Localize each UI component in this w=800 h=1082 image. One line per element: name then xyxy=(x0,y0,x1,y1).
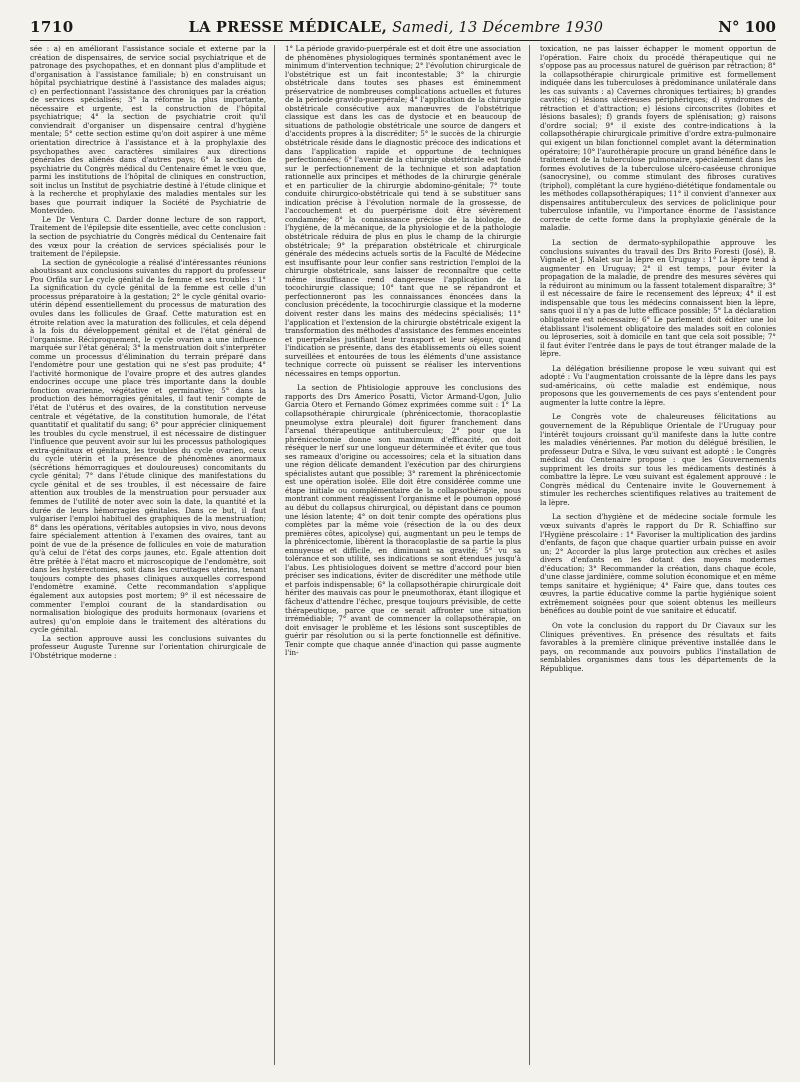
column-3 xyxy=(540,45,776,1065)
publication-title: LA PRESSE MÉDICALE, xyxy=(188,19,388,36)
issue-number: N° 100 xyxy=(718,18,776,36)
paragraph: La délégation brésilienne propose le vœu suivant qui est adopté : Vu l'augmentation croissante de la lèpre dans les pays sud-américains, où cette maladie est endémique, nous proposons que les gouvernements de ces pays s'entendent pour augmenter la lutte contre la lèpre. xyxy=(540,363,776,407)
page-number: 1710 xyxy=(30,18,74,36)
column-2 xyxy=(285,45,530,1065)
paragraph: Le Congrès vote de chaleureuses félicitations au gouvernement de la République Orientale de l'Uruguay pour l'intérêt toujours croissant qu'il manifeste dans la lutte contre les maladies vénériennes. Par motion du délégué brésilien, le professeur Dutra e Silva, le vœu suivant est adopté : le Congrès médical du Centenaire propose : que les Gouvernements suppriment les droits sur tous les médicaments destinés à combattre la lèpre. Le vœu suivant est également approuvé : le Congrès médical du Centenaire invite le Gouvernement à stimuler les recherches scientifiques relatives au traitement de la lèpre. xyxy=(540,412,776,507)
paragraph: toxication, ne pas laisser échapper le moment opportun de l'opération. Faire choix du procédé thérapeutique qui ne s'oppose pas au processus naturel de guérison par rétraction; 8° la collapsothérapie chirurgicale primitive est formellement indiquée dans les tuberculoses à prédominance unilatérale dans les cas suivants : a) Cavernes chroniques tertiaires; b) grandes cavités; c) lésions ulcéreuses périphériques; d) syndromes de rétraction et d'attraction; e) lésions circonscrites (lobites et lésions basales); f) grands foyers de splénisation; g) raisons d'ordre social; 9° il existe des contre-indications à la collapsothérapie chirurgicale primitive d'ordre extra-pulmonaire qui exigent un bilan fonctionnel complet avant la détermination opératoire; 10° l'aurothérapie procure un grand bénéfice dans le traitement de la tuberculose pulmonaire, spécialement dans les formes évolutives de la tuberculose ulcéro-caséeuse chronique (sanocrysine), ou comme stimulant des fibroses curatives (triphol), complétant la cure hygiéno-diététique fondamentale ou les méthodes collapsothérapiques; 11° il convient d'annexer aux dispensaires antituberculeux des services de policlinique pour tuberculose infantile, vu l'importance énorme de l'assistance correcte de cette forme dans la prophylaxie générale de la maladie. xyxy=(540,45,776,233)
paragraph: La section de gynécologie a réalisé d'intéressantes réunions aboutissant aux conclusions suivantes du rapport du professeur Pou Orfila sur Le cycle génital de la femme et ses troubles : 1° La signification du cycle génital de la femme est celle d'un processus préparatoire à la gestation; 2° le cycle génital ovario-utérin dépend essentiellement du processus de maturation des ovules dans les follicules de Graaf. Cette maturation est en étroite relation avec la maturation des follicules, et cela dépend à la fois du développement génital et de l'état général de l'organisme. Réciproquement, le cycle ovarien a une influence marquée sur l'état général; 3° la menstruation doit s'interpréter comme un processus d'élimination du terrain préparé dans l'endomètre pour une gestation qui ne s'est pas produite; 4° l'activité hormonique de l'ovaire propre et des autres glandes endocrines occupe une place très importante dans la double fonction ovarienne, végétative et germinative; 5° dans la production des hémorragies génitales, il faut tenir compte de l'état de l'utérus et des ovaires, de la constitution nerveuse centrale et végétative, de la constitution humorale, de l'état quantitatif et qualitatif du sang; 6° pour apprécier cliniquement les troubles du cycle menstruel, il est nécessaire de distinguer l'influence que peuvent avoir sur lui les processus pathologiques extra-génitaux et génitaux, les troubles du cycle ovarien, ceux du cycle utérin et la présence de phénomènes anormaux (sécrétions hémorragiques et douloureuses) concomitants du cycle génital; 7° dans l'étude clinique des manifestations du cycle génital et de ses troubles, il est nécessaire de faire attention aux troubles de la menstruation pour persuader aux femmes de l'utilité de noter avec soin la date, la quantité et la durée de leurs hémorragies génitales. Dans ce but, il faut vulgariser l'emploi habituel des graphiques de la menstruation; 8° dans les opérations, véritables autopsies in vivo, nous devons faire spécialement attention à l'examen des ovaires, tant au point de vue de la présence de follicules en voie de maturation qu'à celui de l'état des corps jaunes, etc. Egale attention doit être prêtée à l'état macro et microscopique de l'endomètre, soit dans les hystérectomies, soit dans les curettages utérins, tenant toujours compte des phases cliniques auxquelles correspond l'endomètre examiné. Cette recommandation s'applique également aux autopsies post mortem; 9° il est nécessaire de commenter l'emploi courant de la standardisation ou normalisation biologique des produits hormonaux (ovariens et autres) qu'on emploie dans le traitement des altérations du cycle génital. xyxy=(30,257,266,635)
column-1 xyxy=(30,45,275,1065)
paragraph: sée : a) en améliorant l'assistance sociale et externe par la création de dispensaires, de service social psychiatrique et de patronage des psychopathes, et en donnant plus d'amplitude et d'organisation à l'assistance familiale; b) en construisant un hôpital psychiatrique destiné à l'assistance des malades aigus; c) en perfectionnant l'assistance des chroniques par la création de services spécialisés; 3° la réforme la plus importante, nécessaire et urgente, est la construction de l'hôpital psychiatrique; 4° la section de psychiatrie croit qu'il conviendrait d'organiser un dispensaire central d'hygiène mentale; 5° cette section estime qu'on doit aspirer à une même orientation directrice à l'assistance et à la prophylaxie des psychopathes avec caractères similaires aux directions générales des aliénés dans d'autres pays; 6° la section de psychiatrie du Congrès médical du Centenaire émet le vœu que, parmi les institutions de l'hôpital de cliniques en construction, soit inclus un Institut de psychiatrie destiné à l'étude clinique et à la recherche et prophylaxie des maladies mentales sur les bases que pourrait indiquer la Société de Psychiatrie de Montevideo. xyxy=(30,45,266,216)
article-columns xyxy=(30,45,776,1065)
masthead xyxy=(189,19,604,36)
page-header xyxy=(30,18,776,41)
issue-date: Samedi, 13 Décembre 1930 xyxy=(392,20,604,36)
paragraph: 1° La période gravido-puerpérale est et doit être une association de phénomènes physiologiques terminés spontanément avec le minimum d'intervention technique; 2° l'évolution chirurgicale de l'obstétrique est un fait incontestable; 3° la chirurgie obstétricale dans toutes ses phases est éminemment préservatrice de nombreuses complications actuelles et futures de la période gravido-puerpérale; 4° l'application de la chirurgie obstétricale consécutive aux manœuvres de l'obstétrique classique est dans les cas de dystocie et en beaucoup de situations de pathologie obstétricale une source de dangers et d'accidents propres à la discréditer; 5° le succès de la chirurgie obstétricale réside dans le diagnostic précoce des indications et dans l'application rapide et opportune de techniques perfectionnées; 6° l'avenir de la chirurgie obstétricale est fondé sur le perfectionnement de la technique et son adaptation rationnelle aux principes et méthodes de la chirurgie générale et en particulier de la chirurgie abdomino-génitale; 7° toute conduite chirurgico-obstétricale qui tend à se substituer sans indication précise à l'évolution normale de la grossesse, de l'accouchement et du puerpérisme doit être sévèrement condamnée; 8° la connaissance précise de la biologie, de l'hygiène, de la mécanique, de la physiologie et de la pathologie obstétricale réduira de plus en plus le champ de la chirurgie obstétricale; 9° la préparation obstétricale et chirurgicale générale des médecins actuels sortis de la Faculté de Médecine est insuffisante pour leur confier sans restriction l'emploi de la chirurgie obstétricale, sans laisser de reconnaître que cette même insuffisance rend dangereuse l'application de la tocochirurgie classique; 10° tant que ne se répandront et perfectionneront pas les connaissances énoncées dans la conclusion précédente, la tocochirurgie classique et la moderne doivent rester dans les mains des médecins spécialisés; 11° l'application et l'extension de la chirurgie obstétricale exigent la transformation des méthodes d'assistance des femmes enceintes et puerpérales justifiant leur transport et leur séjour, quand l'indication se présente, dans des établissements où elles soient surveillées et entourées de tous les éléments d'une assistance technique correcte où puissent se réaliser les interventions nécessaires en temps opportun. xyxy=(285,45,521,378)
paragraph: On vote la conclusion du rapport du Dr Ciavaux sur les Cliniques préventives. En présence des résultats et faits favorables à la première clinique préventive installée dans le pays, on recommande aux pouvoirs publics l'installation de semblables organismes dans tous les départements de la République. xyxy=(540,621,776,673)
paragraph: La section de dermato-syphilopathie approuve les conclusions suivantes du travail des Drs Brito Foresti (José), B. Vignale et J. Malet sur la lèpre en Uruguay : 1° La lèpre tend à augmenter en Uruguay; 2° il est temps, pour éviter la propagation de la maladie, de prendre des mesures sévères qui la réduiront au minimum ou la fassent totalement disparaître; 3° il est nécessaire de faire le recensement des lépreux; 4° il est indispensable que tous les médecins connaissent bien la lèpre, sans quoi il n'y a pas de lutte efficace possible; 5° La déclaration obligatoire est nécessaire; 6° Le parlement doit éditer une loi établissant l'isolement obligatoire des malades soit en colonies ou léproseries, soit à domicile en tant que cela soit possible; 7° il faut éviter l'entrée dans le pays de tout étranger malade de la lèpre. xyxy=(540,238,776,359)
paragraph: La section approuve aussi les conclusions suivantes du professeur Auguste Turenne sur l'orientation chirurgicale de l'Obstétrique moderne : xyxy=(30,633,266,660)
paragraph: Le Dr Ventura C. Darder donne lecture de son rapport, Traitement de l'épilepsie dite essentielle, avec cette conclusion : la section de psychiatrie du Congrès médical du Centenaire fait des vœux pour la création de services spécialisés pour le traitement de l'épilepsie. xyxy=(30,214,266,259)
paragraph: La section de Phtisiologie approuve les conclusions des rapports des Drs Americo Posatti, Victor Armand-Ugon, Julio Garcia Otero et Fernando Gómez exprimées comme suit : 1° La collapsothérapie chirurgicale (phrénicectomie, thoracoplastie pneumolyse extra pleurale) doit figurer franchement dans l'arsenal thérapeutique antituberculeux; 2° pour que la phrénicectomie donne son maximum d'efficacité, on doit réséquer le nerf sur une longueur déterminée et éviter que tous ses rameaux d'origine ou accessoires; cela et la situation dans une région délicate demandent l'exécution par des chirurgiens spécialistes autant que possible; 3° rarement la phrénicectomie est une opération isolée. Elle doit être considérée comme une étape initiale ou complémentaire de la collapsothérapie, nous montrant comment réagissent l'organisme et le poumon opposé au début du collapsus chirurgical, ou dépistant dans ce poumon une lésion latente; 4° on doit tenir compte des opérations plus complètes par la même voie (résection de la ou des deux premières côtes, apicolyse) qui, augmentant un peu le temps de la phrénicectomie, libèrent la thoracoplastie de sa partie la plus ennuyeuse et difficile, en diminuant sa gravité; 5° vu sa tolérance et son utilité, ses indications se sont étendues jusqu'à l'abus. Les phtisiologues doivent se mettre d'accord pour bien préciser ses indications, éviter de discréditer une méthode utile et parfois indispensable; 6° la collapsothérapie chirurgicale doit hériter des mauvais cas pour le pneumothorax, étant illogique et fâcheux d'attendre l'échec, presque toujours prévisible, de cette thérapeutique, parce que ce serait affronter une situation irrémédiable; 7° avant de commencer la collapsothérapie, on doit envisager le problème et les lésions sont susceptibles de guérir par résolution ou si la perte fonctionnelle est définitive. Tenir compte que chaque année d'inaction qui passe augmente l'in- xyxy=(285,383,521,658)
paragraph: La section d'hygiène et de médecine sociale formule les vœux suivants d'après le rapport du Dr R. Schiaffino sur l'Hygiène préscolaire : 1° Favoriser la multiplication des jardins d'enfants, de façon que chaque quartier urbain puisse en avoir un; 2° Accorder la plus large protection aux crèches et asiles divers d'enfants en les dotant des moyens modernes d'éducation; 3° Recommander la création, dans chaque école, d'une classe jardinière, comme solution économique et en même temps sanitaire et hygiénique; 4° Faire que, dans toutes ces œuvres, la partie éducative comme la partie hygiénique soient extrêmement soignées pour que soient obtenus les meilleurs bénéfices au double point de vue sanitaire et éducatif. xyxy=(540,512,776,616)
